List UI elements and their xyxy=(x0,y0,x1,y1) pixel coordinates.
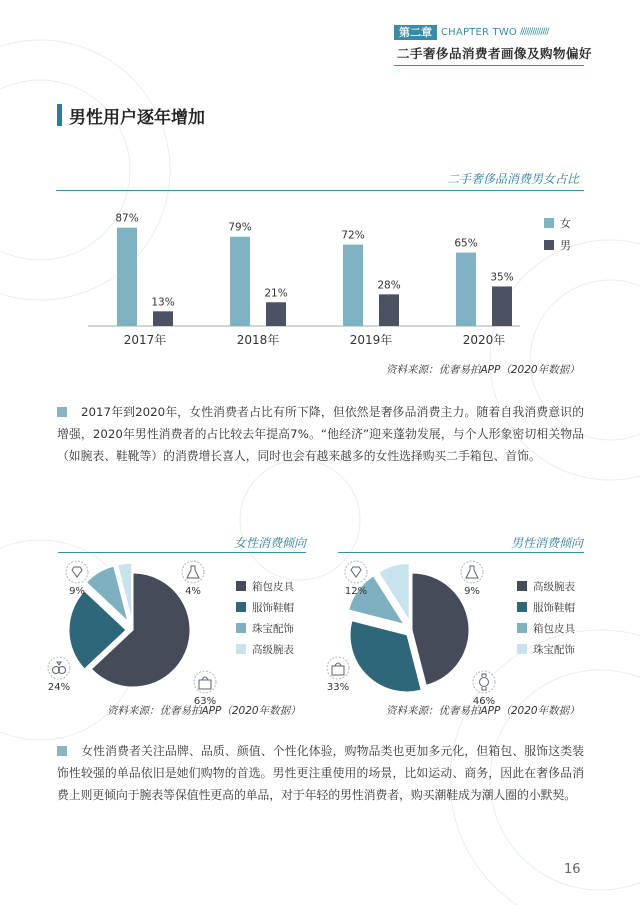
bar-male xyxy=(153,311,173,326)
x-tick-label: 2019年 xyxy=(349,333,393,347)
pie-slice xyxy=(412,573,469,685)
x-tick-label: 2018年 xyxy=(236,333,280,347)
legend-label: 珠宝配饰 xyxy=(533,644,575,656)
bar-male xyxy=(492,286,512,326)
pie-value-label: 9% xyxy=(464,586,480,597)
bar-female xyxy=(343,245,363,326)
legend-swatch xyxy=(236,644,246,654)
bar-value-label: 21% xyxy=(264,287,288,300)
gender-bar-chart xyxy=(0,192,640,362)
bullet-icon xyxy=(57,407,67,417)
paragraph-1 xyxy=(57,401,584,467)
female-chart-title: 女性消费倾向 xyxy=(234,536,307,550)
pie-value-badge xyxy=(473,671,495,707)
legend-swatch xyxy=(236,623,246,633)
bar-female xyxy=(230,237,250,326)
chapter-label xyxy=(394,25,548,40)
legend-swatch xyxy=(517,581,527,591)
badge-circle xyxy=(327,657,349,679)
pie-value-label: 9% xyxy=(69,586,85,597)
pie-value-label: 4% xyxy=(185,586,201,597)
legend-swatch xyxy=(236,602,246,612)
female-chart-title-rule xyxy=(58,552,306,553)
male-chart-source: 资料来源：优奢易拍APP（2020年数据） xyxy=(386,705,580,717)
pie-value-badge xyxy=(461,561,483,597)
legend-label: 箱包皮具 xyxy=(533,623,575,635)
pie-value-label: 46% xyxy=(472,696,496,707)
bar-chart-source: 资料来源：优奢易拍APP（2020年数据） xyxy=(386,364,580,376)
legend-swatch xyxy=(544,218,554,228)
page-number: 16 xyxy=(564,862,581,877)
bar-value-label: 79% xyxy=(228,221,252,234)
legend-label: 高级腕表 xyxy=(252,644,294,656)
bullet-icon xyxy=(57,746,67,756)
bar-value-label: 72% xyxy=(341,229,365,242)
badge-circle xyxy=(66,561,88,583)
bar-chart-title-rule xyxy=(56,190,584,191)
legend-label: 服饰鞋帽 xyxy=(252,602,294,614)
paragraph-2-text: 女性消费者关注品牌、品质、颜值、个性化体验，购物品类也更加多元化，但箱包、服饰这类装饰性较强的单品依旧是她们购物的首选。男性更注重使用的场景，比如运动、商务，因此在奢侈品消费上则更倾向于腕表等保值性更高的单品，对于年轻的男性消费者，购买潮鞋成为潮人圈的小默契。 xyxy=(57,744,584,802)
bar-male xyxy=(379,294,399,326)
bar-value-label: 65% xyxy=(454,237,478,250)
legend-swatch xyxy=(236,581,246,591)
bar-female xyxy=(117,228,137,326)
bar-value-label: 87% xyxy=(115,212,139,225)
pie-value-badge xyxy=(48,657,70,693)
x-tick-label: 2017年 xyxy=(123,333,167,347)
pie-value-label: 24% xyxy=(47,682,71,693)
header-rule xyxy=(394,65,584,66)
pie-value-badge xyxy=(194,671,216,707)
male-chart-title-rule xyxy=(338,552,584,553)
x-tick-label: 2020年 xyxy=(462,333,506,347)
pie-slice xyxy=(350,621,421,692)
bar-value-label: 13% xyxy=(151,296,175,309)
legend-label: 珠宝配饰 xyxy=(252,623,294,635)
consumption-pie-charts xyxy=(0,555,640,707)
bar-male xyxy=(266,302,286,326)
pie-value-label: 12% xyxy=(344,586,368,597)
pie-value-badge xyxy=(66,561,88,597)
chapter-slashes: ////////////// xyxy=(520,27,549,37)
female-chart-source: 资料来源：优奢易拍APP（2020年数据） xyxy=(107,705,301,717)
badge-circle xyxy=(345,561,367,583)
legend-label: 箱包皮具 xyxy=(252,581,294,593)
legend-label: 服饰鞋帽 xyxy=(533,602,575,614)
legend-label: 男 xyxy=(560,239,571,252)
bar-chart-title: 二手奢侈品消费男女占比 xyxy=(447,172,580,186)
paragraph-1-text: 2017年到2020年，女性消费者占比有所下降，但依然是奢侈品消费主力。随着自我消费意识的增强，2020年男性消费者的占比较去年提高7%。“他经济”迎来蓬勃发展，与个人形象密切相关物品（如腕表、鞋靴等）的消费增长喜人，同时也会有越来越多的女性选择购买二手箱包、首饰。 xyxy=(57,405,584,463)
section-marker xyxy=(57,104,62,126)
chapter-subtitle: 二手奢侈品消费者画像及购物偏好 xyxy=(397,46,593,61)
legend-swatch xyxy=(544,240,554,250)
pie-value-badge xyxy=(327,657,349,693)
pie-value-badge xyxy=(182,561,204,597)
bar-female xyxy=(456,253,476,326)
pie-value-label: 33% xyxy=(326,682,350,693)
badge-circle xyxy=(182,561,204,583)
pie-value-label: 63% xyxy=(193,696,217,707)
chapter-english: CHAPTER TWO xyxy=(441,27,517,38)
bar-value-label: 35% xyxy=(490,271,514,284)
legend-swatch xyxy=(517,644,527,654)
legend-swatch xyxy=(517,623,527,633)
paragraph-2 xyxy=(57,740,584,806)
bar-value-label: 28% xyxy=(377,279,401,292)
legend-swatch xyxy=(517,602,527,612)
male-chart-title: 男性消费倾向 xyxy=(511,536,584,550)
section-title: 男性用户逐年增加 xyxy=(69,108,205,128)
badge-circle xyxy=(194,671,216,693)
badge-circle xyxy=(461,561,483,583)
pie-value-badge xyxy=(345,561,367,597)
legend-label: 高级腕表 xyxy=(533,581,575,593)
legend-label: 女 xyxy=(560,217,571,230)
chapter-number: 第二章 xyxy=(394,25,437,40)
